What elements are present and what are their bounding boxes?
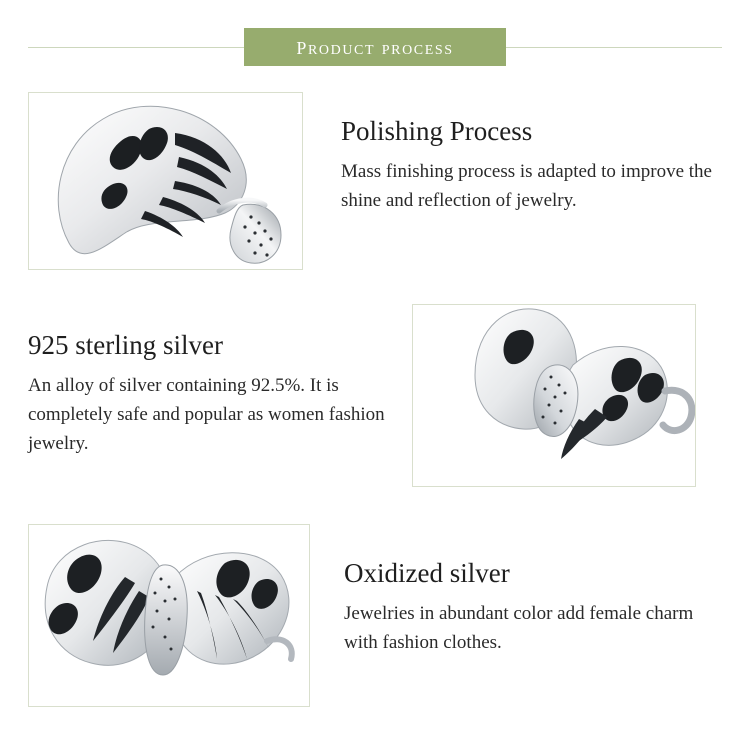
section-body: Mass finishing process is adapted to improve the shine and reflection of jewelry.: [341, 161, 712, 211]
section-title: 925 sterling silver: [28, 330, 223, 360]
photo-sterling-silver: [412, 304, 696, 487]
section-polishing: [28, 92, 722, 270]
section-title: Oxidized silver: [344, 558, 510, 588]
butterfly-charm-illustration: [29, 93, 302, 269]
section-sterling-silver: [28, 304, 722, 487]
section-oxidized-silver: [28, 524, 722, 707]
text-polishing-process: [341, 92, 721, 216]
section-title: Polishing Process: [341, 116, 533, 146]
butterfly-charm-illustration: [29, 525, 309, 706]
page-header: [0, 28, 750, 66]
text-sterling-silver: [28, 304, 398, 459]
text-oxidized-silver: [344, 524, 722, 658]
butterfly-charm-illustration: [413, 305, 695, 486]
banner-title: product process: [296, 33, 454, 60]
photo-oxidized-silver: [28, 524, 310, 707]
section-body: Jewelries in abundant color add female charm with fashion clothes.: [344, 603, 694, 653]
section-banner: [244, 28, 506, 66]
section-body: An alloy of silver containing 92.5%. It is completely safe and popular as women fashion jewelry.: [28, 375, 385, 454]
photo-polishing-process: [28, 92, 303, 270]
